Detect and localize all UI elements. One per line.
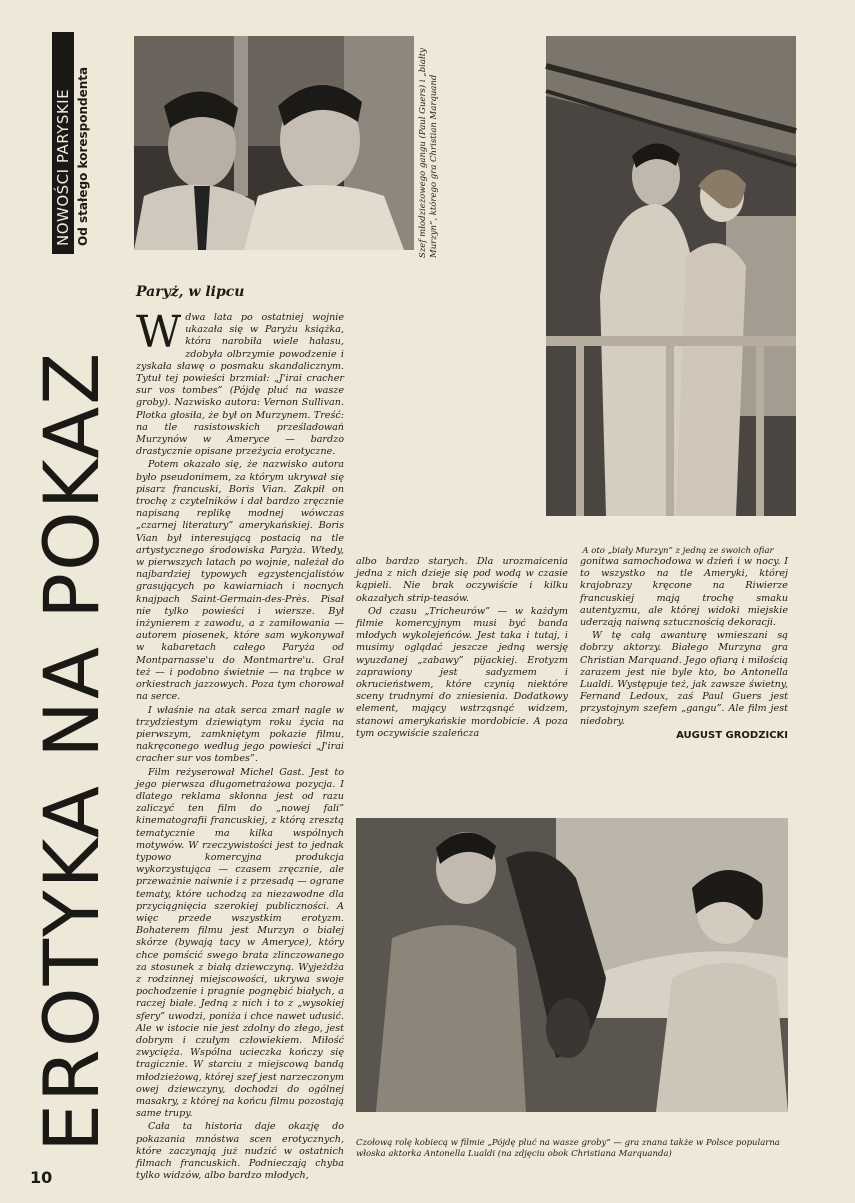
dateline: Paryż, w lipcu: [136, 284, 245, 300]
article-paragraph: gonitwa samochodowa w dzień i w nocy. I to wszystko na tle Ameryki, której krajobrazy kręcone na Riwierze francuskiej mają trochę smaku autentyzmu, ale której widoki miejskie uderzają naiwną sztucznością dekoracji.: [580, 556, 788, 629]
article-paragraph: W tę całą awanturę wmieszani są dobrzy aktorzy. Białego Murzyna gra Christian Marquand. Jego ofiarą i miłością zarazem jest nie byle kto, bo Antonella Lualdi. Występuje też, jak zawsze świetny, Fernand Ledoux, zaś Paul Guers jest przystojnym szefem „gangu”. Ale film jest niedobry.: [580, 630, 788, 727]
caption-photo2: A oto „biały Murzyn” z jedną ze swoich ofiar: [582, 546, 774, 556]
article-column-1: [136, 307, 344, 1182]
article-column-3: [580, 556, 788, 776]
page-number: 10: [30, 1168, 53, 1187]
article-paragraph: I właśnie na atak serca zmarł nagle w trzydziestym dziewiątym roku życia na pierwszym, zamkniętym pokazie filmu, nakręconego według jego powieści „J'irai cracher sur vos tombes”.: [136, 704, 344, 765]
series-kicker: NOWOŚCI PARYSKIE: [52, 32, 74, 254]
photo-two-men: [134, 36, 414, 250]
article-paragraph: Cała ta historia daje okazję do pokazania mnóstwa scen erotycznych, które zaczynają już nudzić w ostatnich filmach francuskich. Podnieczają chyba tylko widzów, albo bardzo młodych,: [136, 1121, 344, 1182]
headline-container: [27, 282, 116, 1152]
article-column-2: [356, 556, 568, 776]
article-paragraph: Film reżyserował Michel Gast. Jest to jego pierwsza długometrażowa pozycja. I dlatego reklama skłonna jest od razu zaliczyć ten film do „nowej fali” kinematografii francuskiej, z którą zresztą tematycznie ma kilka wspólnych motywów. W rzeczywistości jest to jednak typowo komercyjna produkcja wykorzystująca — czasem zręcznie, ale przeważnie naiwnie i z przesadą — ograne tematy, które uchodzą za niezawodne dla przyciągnięcia szerokiej publiczności. A więc przede wszystkim erotyzm. Bohaterem filmu jest Murzyn o białej skórze (bywają tacy w Ameryce), który chce pomścić swego brata zlinczowanego za stosunek z białą dziewczyną. Wyjeżdża z rodzinnej miejscowości, ukrywa swoje pochodzenie i pragnie pognębić białych, a raczej białe. Jedną z nich i to z „wysokiej sfery” uwodzi, poniża i chce nawet udusić. Ale w istocie nie jest zdolny do złego, jest dobrym i czułym człowiekiem. Miłość zwycięża. Wspólna ucieczka kończy się tragicznie. W starciu z miejscową bandą młodzieżową, której szef jest narzeczonym owej dziewczyny, dochodzi do ogólnej masakry, z której na końcu filmu pozostają same trupy.: [136, 766, 344, 1120]
article-paragraph: Wdwa lata po ostatniej wojnie ukazała się w Paryżu książka, która narobiła wiele hałasu, zdobyła olbrzymie powodzenie i zyskała sławę o posmaku skandalicznym. Tytuł tej powieści brzmiał: „J'irai cracher sur vos tombes” (Pójdę pluć na wasze groby). Nazwisko autora: Vernon Sullivan. Plotka głosiła, że był on Murzynem. Treść: na tle rasistowskich prześladowań Murzynów w Ameryce — bardzo drastycznie opisane przeżycia erotyczne.: [136, 307, 344, 458]
photo-horse-scene: [356, 818, 788, 1112]
article-paragraph: Od czasu „Tricheurów” — w każdym filmie komercyjnym musi być banda młodych wykolejeńców. Jest taka i tutaj, i musimy oglądać jeszcze jedną wersję wyuzdanej „zabawy” pijackiej. Erotyzm zaprawiony jest sadyzmem i okrucieństwem, które czynią niektóre sceny trudnymi do zniesienia. Dodatkowy element, mający wstrząsnąć widzem, stanowi amerykańskie mordobicie. A poza tym oczywiście szaleńcza: [356, 605, 568, 739]
caption-photo1-container: [418, 36, 448, 258]
series-header: [52, 32, 92, 254]
article-paragraph: Potem okazało się, że nazwisko autora było pseudonimem, za którym ukrywał się pisarz francuski, Boris Vian. Zakpił on trochę z czytelników i dał bardzo zręcznie napisaną replikę modnej wówczas „czarnej literatury” amerykańskiej. Boris Vian był interesującą postacią na tle artystycznego środowiska Paryża. Wtedy, w pierwszych latach po wojnie, należał do najbardziej typowych egzystencjalistów grasujących po kawiarniach i nocnych knajpach Saint-Germain-des-Près. Pisał nie tylko powieści i wiersze. Był inżynierem z zawodu, a z zamiłowania — autorem piosenek, które sam wykonywał w kabaretach całego Paryża od Montparnasse'u do Montmartre'u. Grał też — i podobno świetnie — na trąbce w orkiestrach jazzowych. Poza tym chorował na serce.: [136, 459, 344, 703]
article-author: AUGUST GRODZICKI: [676, 729, 788, 741]
caption-photo3: Czołową rolę kobiecą w filmie „Pójdę pluć na wasze groby” — gra znana także w Polsce popularna włoska aktorka Antonella Lualdi (na zdjęciu obok Christiana Marquanda): [356, 1138, 780, 1159]
caption-photo1: Szef młodzieżowego gangu (Paul Guers) i „białty Murzyn”, którego gra Christian Marquand: [418, 48, 439, 258]
photo-horse-scene-image: [356, 818, 788, 1112]
photo-couple-porch: [546, 36, 796, 516]
photo-couple-porch-image: [546, 36, 796, 516]
series-subtitle: Od stałego korespondenta: [76, 66, 90, 246]
photo-two-men-image: [134, 36, 414, 250]
dropcap: W: [136, 307, 182, 358]
headline: EROTYKA NA POKAZ: [27, 350, 116, 1152]
article-paragraph: albo bardzo starych. Dla urozmaicenia jedna z nich dzieje się pod wodą w czasie kąpieli. Nie brak oczywiście i kilku okazałych strip-teasów.: [356, 556, 568, 604]
